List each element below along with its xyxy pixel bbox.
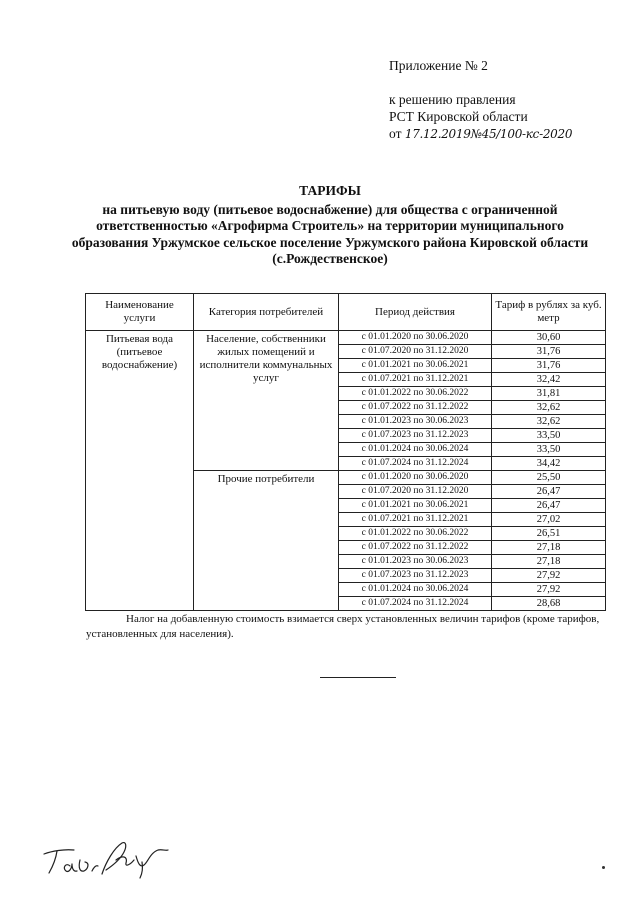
period-cell: с 01.07.2022 по 31.12.2022 — [339, 541, 492, 555]
tariff-table — [85, 293, 606, 611]
header-period: Период действия — [339, 294, 492, 331]
table-row — [86, 331, 606, 345]
authority-line: РСТ Кировской области — [389, 109, 528, 124]
tariff-value-cell: 26,47 — [492, 499, 606, 513]
period-cell: с 01.07.2023 по 31.12.2023 — [339, 429, 492, 443]
tariff-value-cell: 28,68 — [492, 597, 606, 611]
period-cell: с 01.07.2021 по 31.12.2021 — [339, 513, 492, 527]
signature-icon — [40, 838, 170, 885]
period-cell: с 01.07.2020 по 31.12.2020 — [339, 485, 492, 499]
appendix-block — [389, 57, 572, 143]
tariff-value-cell: 33,50 — [492, 443, 606, 457]
tariff-value-cell: 31,76 — [492, 345, 606, 359]
date-prefix: от — [389, 126, 402, 141]
decision-line: к решению правления — [389, 92, 516, 107]
tariff-value-cell: 33,50 — [492, 429, 606, 443]
period-cell: с 01.01.2024 по 30.06.2024 — [339, 583, 492, 597]
period-cell: с 01.07.2020 по 31.12.2020 — [339, 345, 492, 359]
handwritten-date: 17.12.2019№45/100-кс-2020 — [404, 127, 573, 141]
period-cell: с 01.01.2021 по 30.06.2021 — [339, 499, 492, 513]
document-title — [60, 183, 600, 268]
title-subtitle: на питьевую воду (питьевое водоснабжение) для общества с ограниченной ответственностью «Агрофирма Строитель» на территории муниципального образования Уржумское сельское поселение Уржумского района Кировской области (с.Рождественское) — [71, 201, 589, 266]
category-cell: Прочие потребители — [194, 471, 339, 611]
period-cell: с 01.07.2024 по 31.12.2024 — [339, 457, 492, 471]
header-service: Наименование услуги — [86, 294, 194, 331]
tariff-table-body — [86, 331, 606, 611]
tariff-value-cell: 26,51 — [492, 527, 606, 541]
header-category: Категория потребителей — [194, 294, 339, 331]
period-cell: с 01.01.2022 по 30.06.2022 — [339, 527, 492, 541]
period-cell: с 01.01.2020 по 30.06.2020 — [339, 471, 492, 485]
stray-mark — [602, 866, 605, 869]
vat-note: Налог на добавленную стоимость взимается сверх установленных величин тарифов (кроме тарифов, установленных для населения). — [86, 613, 600, 640]
decision-date-line — [389, 125, 572, 143]
period-cell: с 01.01.2023 по 30.06.2023 — [339, 555, 492, 569]
title-heading: ТАРИФЫ — [299, 183, 361, 198]
period-cell: с 01.07.2023 по 31.12.2023 — [339, 569, 492, 583]
tariff-value-cell: 32,42 — [492, 373, 606, 387]
tariff-value-cell: 31,81 — [492, 387, 606, 401]
tariff-value-cell: 27,92 — [492, 583, 606, 597]
header-tariff: Тариф в рублях за куб. метр — [492, 294, 606, 331]
category-cell: Население, собственники жилых помещений и исполнители коммунальных услуг — [194, 331, 339, 471]
service-name-cell: Питьевая вода (питьевое водоснабжение) — [86, 331, 194, 611]
tariff-value-cell: 32,62 — [492, 415, 606, 429]
tariff-value-cell: 27,02 — [492, 513, 606, 527]
period-cell: с 01.07.2022 по 31.12.2022 — [339, 401, 492, 415]
period-cell: с 01.01.2023 по 30.06.2023 — [339, 415, 492, 429]
period-cell: с 01.01.2021 по 30.06.2021 — [339, 359, 492, 373]
tariff-value-cell: 32,62 — [492, 401, 606, 415]
table-header-row — [86, 294, 606, 331]
appendix-number: Приложение № 2 — [389, 58, 488, 73]
tariff-value-cell: 30,60 — [492, 331, 606, 345]
tariff-value-cell: 31,76 — [492, 359, 606, 373]
period-cell: с 01.01.2024 по 30.06.2024 — [339, 443, 492, 457]
tariff-value-cell: 27,18 — [492, 541, 606, 555]
tariff-value-cell: 34,42 — [492, 457, 606, 471]
divider-line — [320, 677, 396, 678]
period-cell: с 01.07.2024 по 31.12.2024 — [339, 597, 492, 611]
tariff-value-cell: 27,92 — [492, 569, 606, 583]
tariff-value-cell: 26,47 — [492, 485, 606, 499]
period-cell: с 01.01.2020 по 30.06.2020 — [339, 331, 492, 345]
period-cell: с 01.07.2021 по 31.12.2021 — [339, 373, 492, 387]
tariff-value-cell: 25,50 — [492, 471, 606, 485]
tariff-value-cell: 27,18 — [492, 555, 606, 569]
period-cell: с 01.01.2022 по 30.06.2022 — [339, 387, 492, 401]
